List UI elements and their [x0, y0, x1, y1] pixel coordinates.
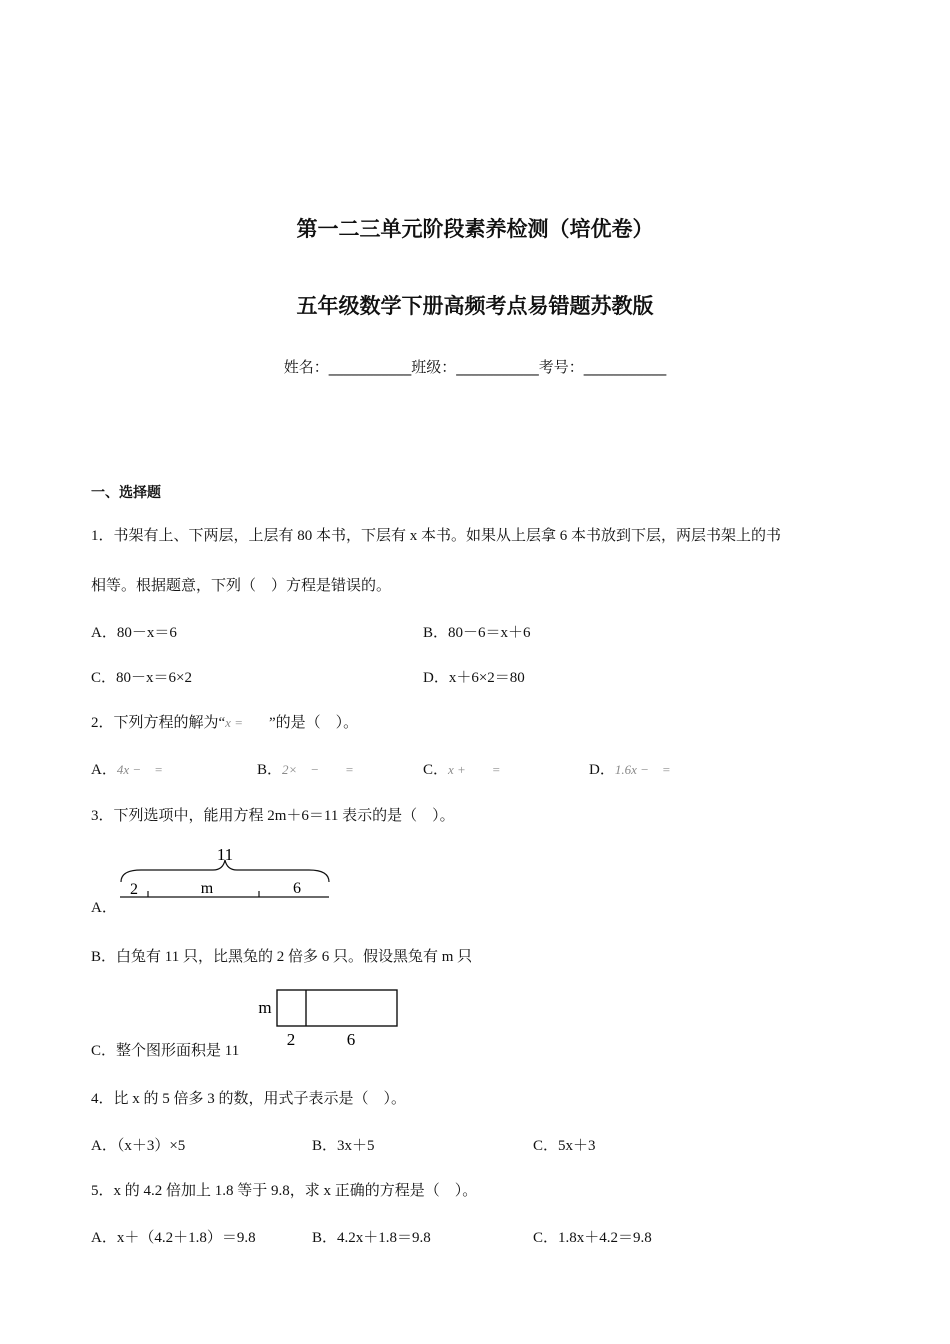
- q4-option-a: A．（x＋3）×5: [91, 1138, 186, 1154]
- q2-stem-post: ”的是（ ）。: [268, 715, 359, 731]
- q2-option-a-formula: 4x − =: [116, 762, 163, 777]
- area-rect: [277, 990, 397, 1026]
- student-info-line: 姓名：___________班级：___________考号：___________: [283, 358, 667, 376]
- q1-stem-line2: 相等。根据题意，下列（ ）方程是错误的。: [91, 578, 392, 594]
- q2-option-d-formula: 1.6x − =: [614, 762, 671, 777]
- diagram-right-label: 6: [293, 880, 301, 897]
- q2-option-b-label: B．: [257, 762, 283, 778]
- q5-option-b: B．4.2x＋1.8＝9.8: [312, 1230, 431, 1246]
- rect-side-label: m: [258, 998, 272, 1017]
- q3-option-b: B．白兔有 11 只，比黑兔的 2 倍多 6 只。假设黑兔有 m 只: [91, 949, 473, 965]
- q3-option-a-diagram: [115, 842, 335, 904]
- q5-stem: 5．x 的 4.2 倍加上 1.8 等于 9.8，求 x 正确的方程是（ ）。: [91, 1183, 478, 1199]
- q4-option-c: C．5x＋3: [533, 1138, 596, 1154]
- q5-option-c: C．1.8x＋4.2＝9.8: [533, 1230, 652, 1246]
- q2-stem-pre: 2．下列方程的解为“: [91, 715, 226, 731]
- q5-option-a: A．x＋（4.2＋1.8）＝9.8: [91, 1230, 256, 1246]
- q2-option-a-label: A．: [91, 762, 117, 778]
- q3-option-c-diagram: [250, 984, 405, 1050]
- q2-option-d: [589, 758, 671, 779]
- page-title: 第一二三单元阶段素养检测（培优卷）: [296, 217, 654, 241]
- diagram-left-label: 2: [130, 881, 138, 898]
- diagram-mid-label: m: [200, 880, 214, 897]
- q2-option-a: [91, 758, 163, 779]
- q2-stem: [91, 711, 358, 732]
- rect-bottom-left-label: 2: [286, 1030, 296, 1049]
- q2-option-c: [423, 758, 501, 779]
- q2-option-c-formula: x + =: [448, 762, 501, 777]
- q2-option-c-label: C．: [423, 762, 449, 778]
- q2-option-b: [257, 758, 354, 779]
- q4-stem: 4．比 x 的 5 倍多 3 的数，用式子表示是（ ）。: [91, 1091, 407, 1107]
- q3-option-a-label: A．: [91, 900, 117, 916]
- section-title-choice: 一、选择题: [91, 485, 161, 501]
- q2-stem-formula: x =: [225, 715, 243, 730]
- page-subtitle: 五年级数学下册高频考点易错题苏教版: [296, 294, 654, 318]
- q3-stem: 3．下列选项中，能用方程 2m＋6＝11 表示的是（ ）。: [91, 808, 455, 824]
- q2-option-d-label: D．: [589, 762, 615, 778]
- rect-bottom-right-label: 6: [346, 1030, 356, 1049]
- q3-option-c-label: C．整个图形面积是 11: [91, 1043, 240, 1059]
- diagram-total-label: 11: [216, 845, 234, 864]
- q1-option-d: D．x＋6×2＝80: [423, 670, 525, 686]
- q1-option-a: A．80－x＝6: [91, 625, 177, 641]
- q4-option-b: B．3x＋5: [312, 1138, 375, 1154]
- q1-stem-line1: 1．书架有上、下两层，上层有 80 本书，下层有 x 本书。如果从上层拿 6 本书放到下层，两层书架上的书: [91, 528, 782, 544]
- q2-option-b-formula: 2× − =: [282, 762, 354, 777]
- q1-option-c: C．80－x＝6×2: [91, 670, 192, 686]
- q1-option-b: B．80－6＝x＋6: [423, 625, 531, 641]
